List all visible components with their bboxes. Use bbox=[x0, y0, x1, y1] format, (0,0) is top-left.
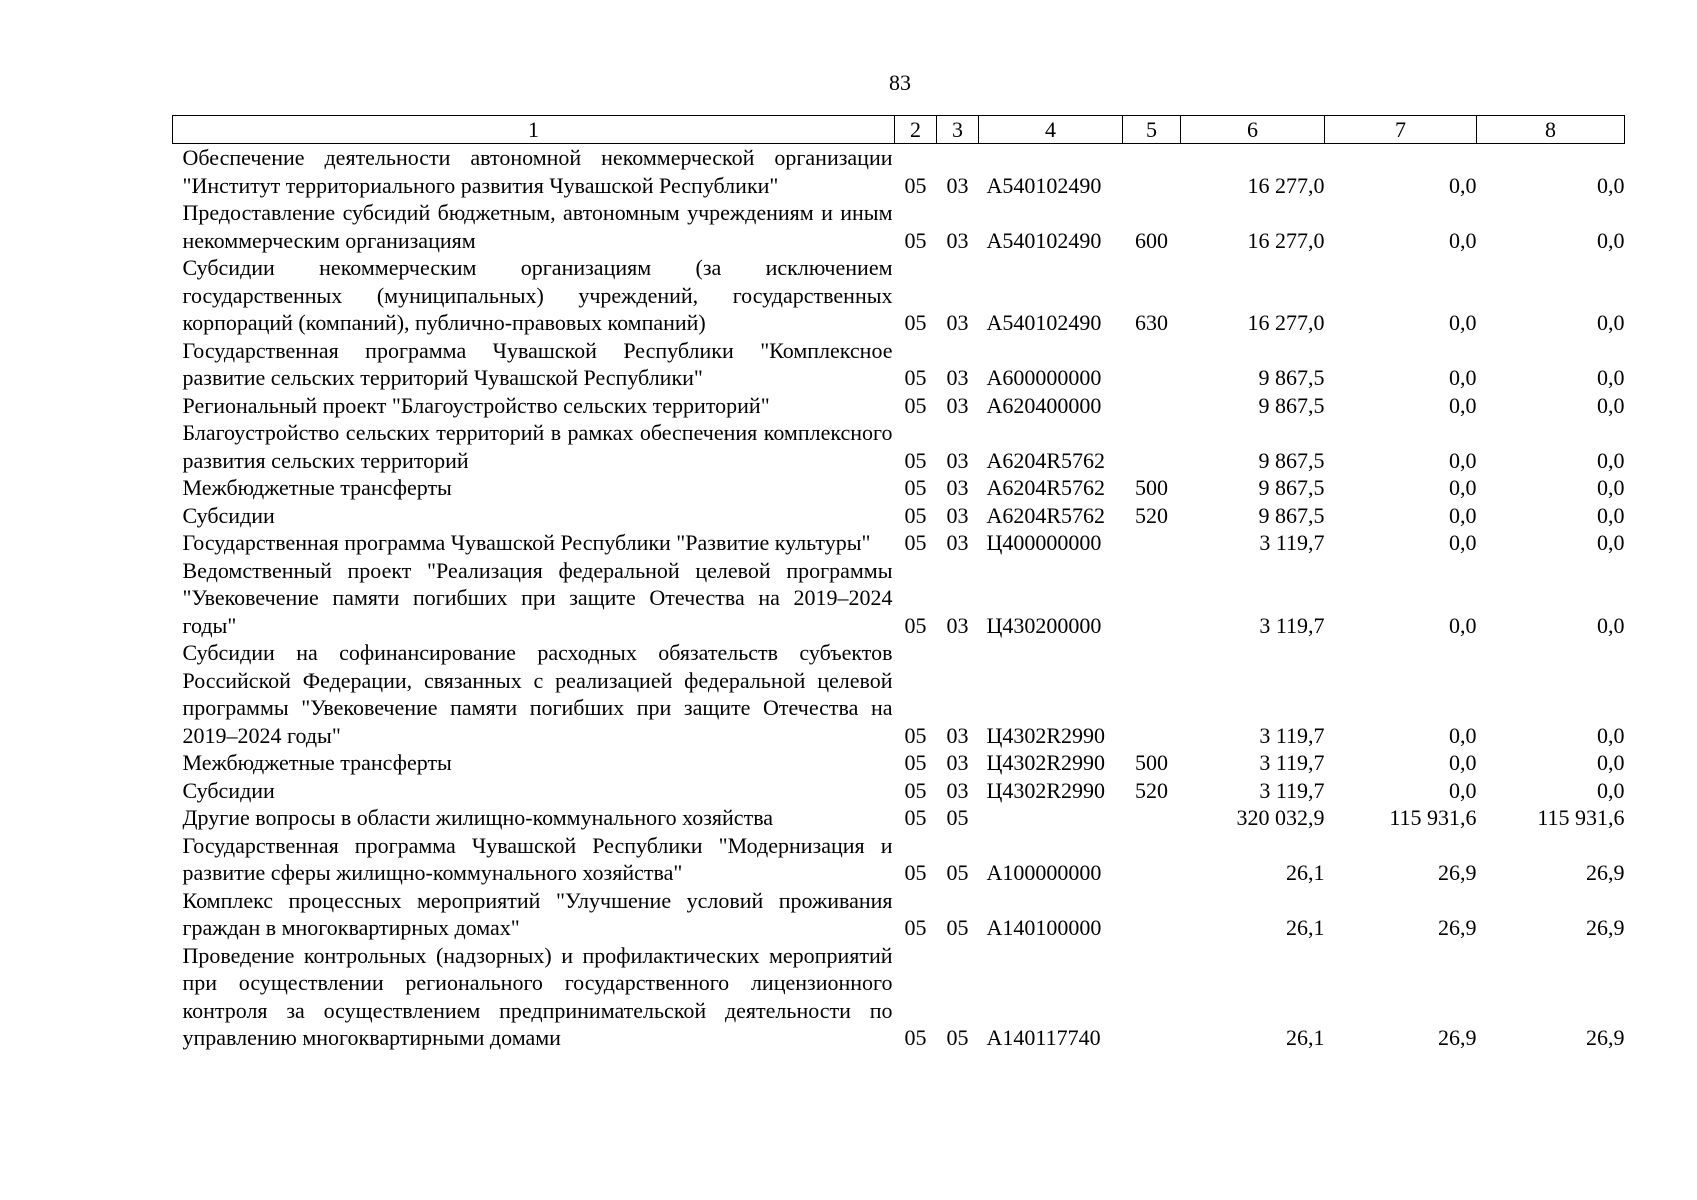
column-header-7: 7 bbox=[1325, 116, 1477, 144]
table-row bbox=[173, 557, 1625, 640]
column-header-5: 5 bbox=[1123, 116, 1181, 144]
column-header-8: 8 bbox=[1477, 116, 1625, 144]
row-amount-1: 320 032,9 bbox=[1236, 805, 1325, 830]
row-target-code: А600000000 bbox=[986, 365, 1102, 390]
row-expense-type bbox=[1123, 144, 1181, 200]
row-amount-1: 3 119,7 bbox=[1259, 750, 1325, 775]
row-amount-3: 0,0 bbox=[1597, 475, 1625, 500]
row-expense-type: 500 bbox=[1135, 475, 1168, 500]
row-amount-1: 26,1 bbox=[1286, 915, 1325, 940]
row-amount-1: 9 867,5 bbox=[1258, 365, 1325, 390]
row-amount-1: 9 867,5 bbox=[1258, 502, 1325, 528]
row-target-code: А140117740 bbox=[986, 1025, 1101, 1050]
row-name: Межбюджетные трансферты bbox=[182, 475, 452, 500]
row-subsection: 03 bbox=[946, 530, 969, 555]
row-subsection: 03 bbox=[946, 750, 969, 775]
row-expense-type bbox=[1123, 557, 1181, 640]
row-target-code: А540102490 bbox=[986, 172, 1102, 198]
row-target-code: А6204R5762 bbox=[986, 502, 1106, 528]
row-target-code: А540102490 bbox=[986, 310, 1102, 335]
row-amount-2: 0,0 bbox=[1449, 227, 1477, 253]
table-header bbox=[173, 116, 1625, 144]
page-number: 83 bbox=[889, 70, 911, 95]
row-subsection: 05 bbox=[946, 1025, 969, 1050]
table-row bbox=[173, 887, 1625, 942]
row-name: Комплекс процессных мероприятий "Улучшение условий проживания граждан в многоквартирных домах" bbox=[182, 887, 893, 940]
column-header-6: 6 bbox=[1181, 116, 1325, 144]
table-body bbox=[173, 144, 1625, 1052]
row-name: Субсидии bbox=[182, 502, 275, 528]
row-section: 05 bbox=[904, 365, 927, 390]
row-expense-type bbox=[1123, 804, 1181, 832]
row-target-code: Ц4302R2990 bbox=[986, 722, 1106, 748]
row-amount-2: 115 931,6 bbox=[1389, 805, 1477, 830]
row-amount-3: 0,0 bbox=[1597, 722, 1625, 748]
row-amount-3: 26,9 bbox=[1586, 915, 1625, 940]
table-row bbox=[173, 639, 1625, 749]
budget-table bbox=[172, 115, 1625, 1052]
row-amount-3: 0,0 bbox=[1597, 227, 1625, 253]
row-amount-1: 26,1 bbox=[1286, 860, 1325, 885]
table-row bbox=[173, 474, 1625, 502]
row-subsection: 05 bbox=[946, 860, 969, 885]
row-amount-2: 26,9 bbox=[1438, 1025, 1477, 1050]
header-row bbox=[173, 116, 1625, 144]
table-row bbox=[173, 777, 1625, 805]
table-row bbox=[173, 144, 1625, 200]
row-expense-type bbox=[1123, 942, 1181, 1052]
row-subsection: 03 bbox=[946, 722, 969, 748]
row-amount-2: 0,0 bbox=[1449, 310, 1477, 335]
row-amount-3: 26,9 bbox=[1586, 860, 1625, 885]
row-amount-1: 9 867,5 bbox=[1258, 475, 1325, 500]
row-section: 05 bbox=[904, 310, 927, 335]
table-row bbox=[173, 804, 1625, 832]
row-section: 05 bbox=[904, 777, 927, 803]
row-amount-1: 3 119,7 bbox=[1259, 777, 1325, 803]
row-amount-1: 3 119,7 bbox=[1259, 722, 1325, 748]
row-amount-2: 26,9 bbox=[1438, 915, 1477, 940]
row-name: Проведение контрольных (надзорных) и профилактических мероприятий при осуществлении регионального государственного лицензионного контроля за осуществлением предпринимательской деятельности по управлению многоквартирными домами bbox=[182, 942, 893, 1050]
row-amount-1: 16 277,0 bbox=[1247, 227, 1325, 253]
table-row bbox=[173, 254, 1625, 337]
row-amount-2: 0,0 bbox=[1449, 750, 1477, 775]
row-amount-2: 0,0 bbox=[1449, 172, 1477, 198]
row-name: Предоставление субсидий бюджетным, автономным учреждениям и иным некоммерческим организациям bbox=[182, 200, 893, 253]
row-name: Государственная программа Чувашской Республики "Комплексное развитие сельских территорий Чувашской Республики" bbox=[182, 337, 893, 390]
row-name: Субсидии bbox=[182, 777, 275, 803]
row-amount-1: 3 119,7 bbox=[1259, 530, 1325, 555]
row-name: Субсидии на софинансирование расходных обязательств субъектов Российской Федерации, связанных с реализацией федеральной целевой программы "Увековечение памяти погибших при защите Отечества на 2019–2024 годы" bbox=[182, 640, 893, 748]
row-amount-2: 0,0 bbox=[1449, 530, 1477, 555]
row-amount-1: 9 867,5 bbox=[1258, 447, 1325, 473]
row-amount-3: 0,0 bbox=[1597, 502, 1625, 528]
row-amount-3: 0,0 bbox=[1597, 612, 1625, 638]
row-section: 05 bbox=[904, 447, 927, 473]
row-subsection: 03 bbox=[946, 365, 969, 390]
row-target-code bbox=[979, 804, 1123, 832]
row-subsection: 03 bbox=[946, 475, 969, 500]
row-amount-2: 0,0 bbox=[1449, 722, 1477, 748]
row-amount-3: 0,0 bbox=[1597, 530, 1625, 555]
table-row bbox=[173, 749, 1625, 777]
row-amount-3: 0,0 bbox=[1597, 365, 1625, 390]
row-section: 05 bbox=[904, 612, 927, 638]
row-target-code: Ц4302R2990 bbox=[986, 777, 1106, 803]
row-expense-type: 630 bbox=[1135, 310, 1168, 335]
row-expense-type: 520 bbox=[1135, 777, 1168, 803]
row-amount-2: 0,0 bbox=[1449, 365, 1477, 390]
row-expense-type: 500 bbox=[1135, 750, 1168, 775]
row-amount-2: 0,0 bbox=[1449, 777, 1477, 803]
row-target-code: Ц4302R2990 bbox=[986, 750, 1106, 775]
row-section: 05 bbox=[904, 750, 927, 775]
row-amount-2: 0,0 bbox=[1449, 447, 1477, 473]
row-name: Ведомственный проект "Реализация федеральной целевой программы "Увековечение памяти погибших при защите Отечества на 2019–2024 годы" bbox=[182, 557, 893, 638]
table-row bbox=[173, 337, 1625, 392]
row-expense-type bbox=[1123, 419, 1181, 474]
row-subsection: 03 bbox=[946, 447, 969, 473]
row-amount-3: 115 931,6 bbox=[1537, 805, 1625, 830]
row-section: 05 bbox=[904, 502, 927, 528]
row-subsection: 03 bbox=[946, 392, 969, 418]
row-amount-3: 0,0 bbox=[1597, 392, 1625, 418]
row-amount-2: 0,0 bbox=[1449, 475, 1477, 500]
row-target-code: А620400000 bbox=[986, 392, 1102, 418]
row-amount-3: 0,0 bbox=[1597, 310, 1625, 335]
row-amount-1: 26,1 bbox=[1286, 1025, 1325, 1050]
row-name: Субсидии некоммерческим организациям (за исключением государственных (муниципальных) учреждений, государственных корпораций (компаний), публично-правовых компаний) bbox=[182, 255, 893, 335]
row-target-code: Ц400000000 bbox=[986, 530, 1102, 555]
row-amount-3: 0,0 bbox=[1597, 777, 1625, 803]
row-expense-type: 600 bbox=[1135, 227, 1168, 253]
row-subsection: 03 bbox=[946, 310, 969, 335]
row-name: Государственная программа Чувашской Республики "Развитие культуры" bbox=[182, 530, 871, 555]
row-name: Региональный проект "Благоустройство сельских территорий" bbox=[182, 392, 770, 418]
column-header-3: 3 bbox=[937, 116, 979, 144]
row-subsection: 03 bbox=[946, 172, 969, 198]
row-target-code: А6204R5762 bbox=[986, 475, 1106, 500]
row-section: 05 bbox=[904, 392, 927, 418]
row-expense-type bbox=[1123, 832, 1181, 887]
row-name: Другие вопросы в области жилищно-коммунального хозяйства bbox=[182, 805, 774, 830]
row-amount-3: 0,0 bbox=[1597, 750, 1625, 775]
row-expense-type bbox=[1123, 392, 1181, 420]
row-amount-1: 9 867,5 bbox=[1258, 392, 1325, 418]
row-name: Обеспечение деятельности автономной некоммерческой организации "Институт территориального развития Чувашской Республики" bbox=[182, 145, 893, 198]
table-row bbox=[173, 832, 1625, 887]
table-row bbox=[173, 529, 1625, 557]
row-expense-type bbox=[1123, 887, 1181, 942]
row-subsection: 03 bbox=[946, 227, 969, 253]
table-row bbox=[173, 199, 1625, 254]
row-amount-1: 3 119,7 bbox=[1259, 612, 1325, 638]
row-section: 05 bbox=[904, 805, 927, 830]
row-target-code: А100000000 bbox=[986, 860, 1102, 885]
row-name: Благоустройство сельских территорий в рамках обеспечения комплексного развития сельских территорий bbox=[182, 420, 893, 473]
table-row bbox=[173, 502, 1625, 530]
row-section: 05 bbox=[904, 227, 927, 253]
row-amount-2: 0,0 bbox=[1449, 392, 1477, 418]
row-name: Межбюджетные трансферты bbox=[182, 750, 452, 775]
row-amount-3: 26,9 bbox=[1586, 1025, 1625, 1050]
row-expense-type bbox=[1123, 337, 1181, 392]
row-amount-2: 0,0 bbox=[1449, 502, 1477, 528]
column-header-2: 2 bbox=[895, 116, 937, 144]
row-subsection: 03 bbox=[946, 777, 969, 803]
row-amount-3: 0,0 bbox=[1597, 172, 1625, 198]
column-header-1: 1 bbox=[173, 116, 895, 144]
row-section: 05 bbox=[904, 530, 927, 555]
row-expense-type bbox=[1123, 639, 1181, 749]
row-amount-2: 26,9 bbox=[1438, 860, 1477, 885]
row-target-code: А540102490 bbox=[986, 227, 1102, 253]
row-section: 05 bbox=[904, 915, 927, 940]
row-expense-type bbox=[1123, 529, 1181, 557]
row-section: 05 bbox=[904, 172, 927, 198]
row-amount-2: 0,0 bbox=[1449, 612, 1477, 638]
row-amount-1: 16 277,0 bbox=[1247, 310, 1325, 335]
row-section: 05 bbox=[904, 860, 927, 885]
row-subsection: 05 bbox=[946, 915, 969, 940]
row-target-code: А140100000 bbox=[986, 915, 1102, 940]
row-expense-type: 520 bbox=[1135, 502, 1168, 528]
table-row bbox=[173, 419, 1625, 474]
row-subsection: 05 bbox=[946, 805, 969, 830]
table-row bbox=[173, 392, 1625, 420]
row-subsection: 03 bbox=[946, 612, 969, 638]
row-target-code: А6204R5762 bbox=[986, 447, 1106, 473]
row-section: 05 bbox=[904, 722, 927, 748]
row-section: 05 bbox=[904, 475, 927, 500]
column-header-4: 4 bbox=[979, 116, 1123, 144]
row-name: Государственная программа Чувашской Республики "Модернизация и развитие сферы жилищно-коммунального хозяйства" bbox=[182, 832, 893, 885]
row-target-code: Ц430200000 bbox=[986, 612, 1102, 638]
row-subsection: 03 bbox=[946, 502, 969, 528]
table-row bbox=[173, 942, 1625, 1052]
row-section: 05 bbox=[904, 1025, 927, 1050]
row-amount-3: 0,0 bbox=[1597, 447, 1625, 473]
row-amount-1: 16 277,0 bbox=[1247, 172, 1325, 198]
